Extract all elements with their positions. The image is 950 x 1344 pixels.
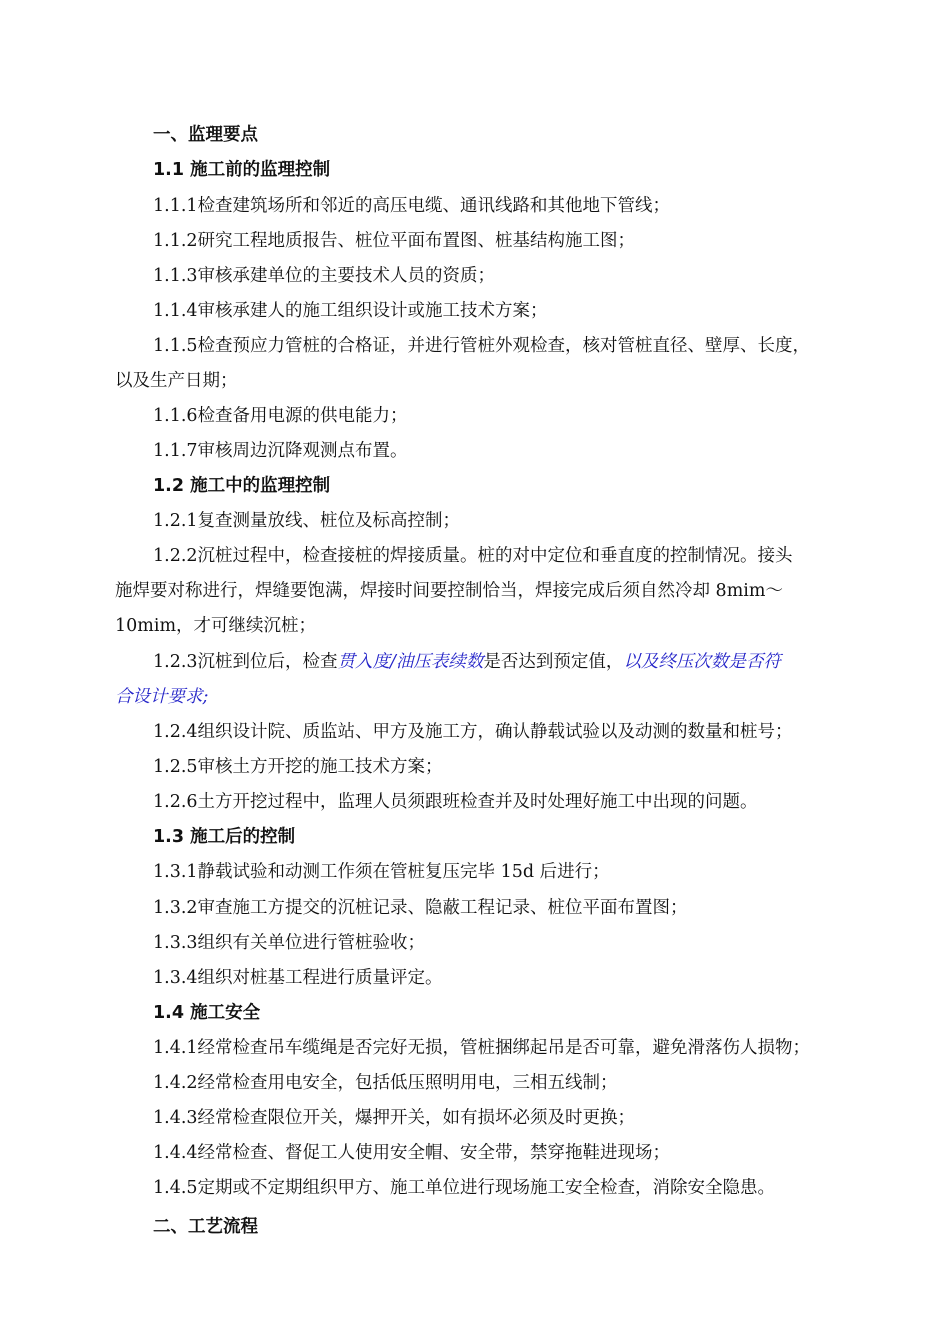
list-item-text: 是否达到预定值，: [483, 652, 624, 672]
subsection-heading-1-2: 1.2 施工中的监理控制: [153, 476, 331, 496]
list-item: 1.1.1检查建筑场所和邻近的高压电缆、通讯线路和其他地下管线；: [153, 196, 671, 216]
list-item: 1.4.1经常检查吊车缆绳是否完好无损，管桩捆绑起吊是否可靠，避免滑落伤人损物；: [153, 1038, 811, 1058]
list-item: 1.2.6土方开挖过程中，监理人员须跟班检查并及时处理好施工中出现的问题。: [153, 792, 758, 812]
section-heading-1: 一、监理要点: [153, 125, 258, 145]
list-item: 1.1.7审核周边沉降观测点布置。: [153, 441, 408, 461]
list-item: 1.2.5审核土方开挖的施工技术方案；: [153, 757, 443, 777]
list-item: 1.4.4经常检查、督促工人使用安全帽、安全带，禁穿拖鞋进现场；: [153, 1143, 671, 1163]
list-item: 1.2.1复查测量放线、桩位及标高控制；: [153, 511, 461, 531]
list-item-continuation: [0, 685, 950, 709]
list-item: 1.4.2经常检查用电安全，包括低压照明用电，三相五线制；: [153, 1073, 618, 1093]
list-item: 1.2.2沉桩过程中，检查接桩的焊接质量。桩的对中定位和垂直度的控制情况。接头: [153, 546, 793, 566]
emphasis-text: 贯入度/油压表续数: [337, 652, 484, 672]
list-item: 1.4.5定期或不定期组织甲方、施工单位进行现场施工安全检查，消除安全隐患。: [153, 1178, 776, 1198]
emphasis-text: 合设计要求;: [115, 687, 209, 707]
list-item: 1.1.3审核承建单位的主要技术人员的资质；: [153, 266, 496, 286]
list-item: 1.4.3经常检查限位开关，爆押开关，如有损坏必须及时更换；: [153, 1108, 636, 1128]
list-item: 1.3.2审查施工方提交的沉桩记录、隐蔽工程记录、桩位平面布置图；: [153, 898, 688, 918]
subsection-heading-1-4: 1.4 施工安全: [153, 1003, 261, 1023]
subsection-heading-1-1: 1.1 施工前的监理控制: [153, 160, 331, 180]
list-item: 1.2.4组织设计院、质监站、甲方及施工方，确认静载试验以及动测的数量和桩号；: [153, 722, 793, 742]
section-heading-2: 二、工艺流程: [153, 1217, 258, 1237]
emphasis-text: 以及终压次数是否符: [623, 652, 781, 672]
list-item-continuation: 以及生产日期；: [115, 371, 238, 391]
list-item: 1.1.2研究工程地质报告、桩位平面布置图、桩基结构施工图；: [153, 231, 636, 251]
list-item: 1.1.5检查预应力管桩的合格证，并进行管桩外观检查，核对管桩直径、壁厚、长度，: [153, 336, 811, 356]
list-item-continuation: 10mim，才可继续沉桩；: [115, 616, 317, 636]
list-item: 1.3.1静载试验和动测工作须在管桩复压完毕 15d 后进行；: [153, 862, 610, 882]
list-item: [0, 650, 950, 674]
list-item: 1.3.3组织有关单位进行管桩验收；: [153, 933, 426, 953]
subsection-heading-1-3: 1.3 施工后的控制: [153, 827, 296, 847]
list-item-text: 1.2.3沉桩到位后，检查: [153, 652, 338, 672]
list-item: 1.3.4组织对桩基工程进行质量评定。: [153, 968, 443, 988]
list-item: 1.1.4审核承建人的施工组织设计或施工技术方案；: [153, 301, 548, 321]
list-item-continuation: 施焊要对称进行，焊缝要饱满，焊接时间要控制恰当，焊接完成后须自然冷却 8mim～: [115, 581, 783, 601]
list-item: 1.1.6检查备用电源的供电能力；: [153, 406, 408, 426]
